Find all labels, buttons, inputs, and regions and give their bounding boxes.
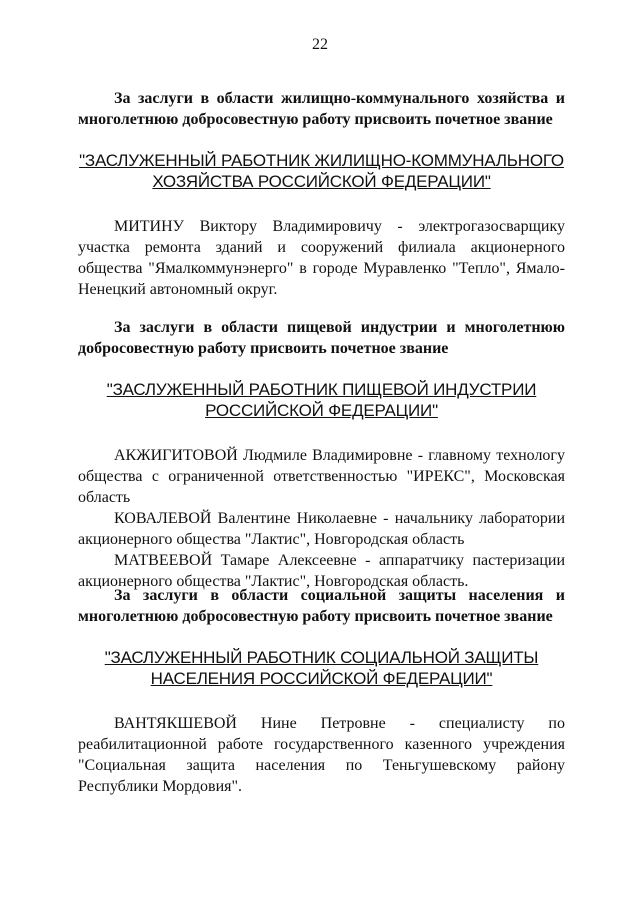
award-recipient: ВАНТЯКШЕВОЙ Нине Петровне - специалисту по реабилитационной работе государственного казенного учреждения "Социальная защита населения по Теньгушевскому району Республики Мордовия". [78,715,565,795]
section-preamble: За заслуги в области жилищно-коммунального хозяйства и многолетнюю добросовестную работу присвоить почетное звание [78,90,565,128]
award-recipient: КОВАЛЕВОЙ Валентине Николаевне - начальнику лаборатории акционерного общества "Лактис", Новгородская область [78,510,565,548]
honorary-title [78,150,565,192]
award-section-social-protection [78,585,565,797]
honorary-title-line: ХОЗЯЙСТВА РОССИЙСКОЙ ФЕДЕРАЦИИ" [152,172,491,191]
section-preamble: За заслуги в области пищевой индустрии и многолетнюю добросовестную работу присвоить почетное звание [78,319,565,357]
honorary-title-line: РОССИЙСКОЙ ФЕДЕРАЦИИ" [205,401,438,420]
page-number: 22 [312,36,328,53]
honorary-title [78,647,565,689]
award-recipient: МИТИНУ Виктору Владимировичу - электрогазосварщику участка ремонта зданий и сооружений филиала акционерного общества "Ямалкоммунэнерго" в городе Муравленко "Тепло", Ямало-Ненецкий автономный округ. [78,218,565,298]
honorary-title-line: "ЗАСЛУЖЕННЫЙ РАБОТНИК СОЦИАЛЬНОЙ ЗАЩИТЫ [104,648,539,667]
honorary-title [78,379,565,421]
award-section-housing [78,88,565,300]
honorary-title-line: "ЗАСЛУЖЕННЫЙ РАБОТНИК ПИЩЕВОЙ ИНДУСТРИИ [106,380,537,399]
honorary-title-line: "ЗАСЛУЖЕННЫЙ РАБОТНИК ЖИЛИЩНО-КОММУНАЛЬНОГО [79,151,564,170]
award-recipient: АКЖИГИТОВОЙ Людмиле Владимировне - главному технологу общества с ограниченной ответственностью "ИРЕКС", Московская область [78,447,565,506]
section-preamble: За заслуги в области социальной защиты населения и многолетнюю добросовестную работу присвоить почетное звание [78,587,565,625]
award-recipient: МАТВЕЕВОЙ Тамаре Алексеевне - аппаратчику пастеризации акционерного общества "Лактис", Новгородская область. [78,552,565,590]
award-section-food-industry [78,317,565,592]
honorary-title-line: НАСЕЛЕНИЯ РОССИЙСКОЙ ФЕДЕРАЦИИ" [150,669,493,688]
